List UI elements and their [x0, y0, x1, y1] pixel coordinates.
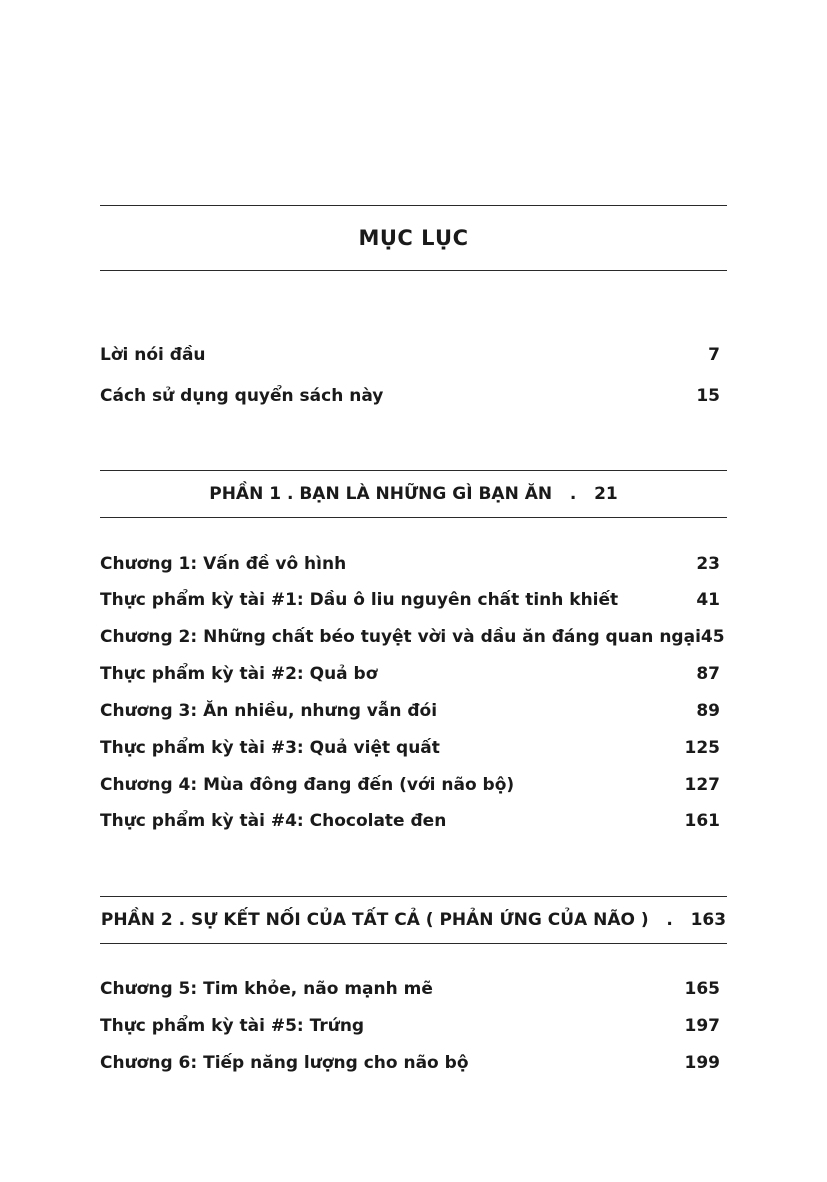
- toc-entry-label: Thực phẩm kỳ tài #5: Trứng: [100, 1016, 365, 1036]
- toc-entry-label: Chương 6: Tiếp năng lượng cho não bộ: [100, 1053, 469, 1073]
- toc-entry-p2-3: [100, 1051, 720, 1075]
- toc-entry-label: Thực phẩm kỳ tài #3: Quả việt quất: [100, 738, 440, 758]
- toc-entry-p1-5: [100, 699, 720, 723]
- toc-entry-label: Chương 3: Ăn nhiều, nhưng vẫn đói: [100, 701, 438, 721]
- toc-entry-p1-1: [100, 552, 720, 576]
- toc-entry-p1-6: [100, 736, 720, 760]
- part2-top-rule: [100, 896, 727, 897]
- toc-entry-label: Chương 1: Vấn đề vô hình: [100, 554, 347, 574]
- part2-bottom-rule: [100, 943, 727, 944]
- toc-entry-page: 41: [696, 590, 720, 610]
- part1-top-rule: [100, 470, 727, 471]
- part1-heading: PHẦN 1 . BẠN LÀ NHỮNG GÌ BẠN ĂN . 21: [209, 484, 618, 504]
- toc-entry-label: Thực phẩm kỳ tài #4: Chocolate đen: [100, 811, 447, 831]
- toc-entry-label: Chương 4: Mùa đông đang đến (với não bộ): [100, 775, 515, 795]
- toc-entry-page: 87: [696, 664, 720, 684]
- toc-entry-p1-2: [100, 588, 720, 612]
- toc-entry-page: 89: [696, 701, 720, 721]
- toc-entry-p2-1: [100, 977, 720, 1001]
- toc-entry-p1-4: [100, 662, 720, 686]
- toc-entry-label: Thực phẩm kỳ tài #2: Quả bơ: [100, 664, 378, 684]
- toc-entry-p2-2: [100, 1014, 720, 1038]
- toc-entry-label: Lời nói đầu: [100, 345, 206, 365]
- page-title: MỤC LỤC: [358, 226, 469, 250]
- toc-entry-page: 23: [696, 554, 720, 574]
- toc-entry-front-1: [100, 343, 720, 367]
- toc-entry-label: Chương 2: Những chất béo tuyệt vời và dầu ăn đáng quan ngại: [100, 627, 701, 647]
- title-top-rule: [100, 205, 727, 206]
- part2-heading: PHẦN 2 . SỰ KẾT NỐI CỦA TẤT CẢ ( PHẢN ỨNG CỦA NÃO ) . 163: [100, 910, 727, 930]
- toc-entry-page: 45: [700, 627, 725, 647]
- toc-entry-front-2: [100, 384, 720, 408]
- toc-entry-page: 161: [684, 811, 720, 831]
- toc-entry-label: Cách sử dụng quyển sách này: [100, 386, 384, 406]
- toc-entry-page: 125: [684, 738, 720, 758]
- toc-entry-page: 127: [684, 775, 720, 795]
- toc-entry-page: 199: [684, 1053, 720, 1073]
- part1-bottom-rule: [100, 517, 727, 518]
- toc-entry-p1-8: [100, 809, 720, 833]
- toc-entry-label: Chương 5: Tim khỏe, não mạnh mẽ: [100, 979, 433, 999]
- toc-entry-page: 15: [696, 386, 720, 406]
- title-bottom-rule: [100, 270, 727, 271]
- toc-entry-page: 197: [684, 1016, 720, 1036]
- toc-entry-p1-7: [100, 773, 720, 797]
- toc-entry-label: Thực phẩm kỳ tài #1: Dầu ô liu nguyên chất tinh khiết: [100, 590, 619, 610]
- toc-entry-page: 7: [708, 345, 720, 365]
- toc-entry-p1-3: [100, 625, 725, 649]
- toc-entry-page: 165: [684, 979, 720, 999]
